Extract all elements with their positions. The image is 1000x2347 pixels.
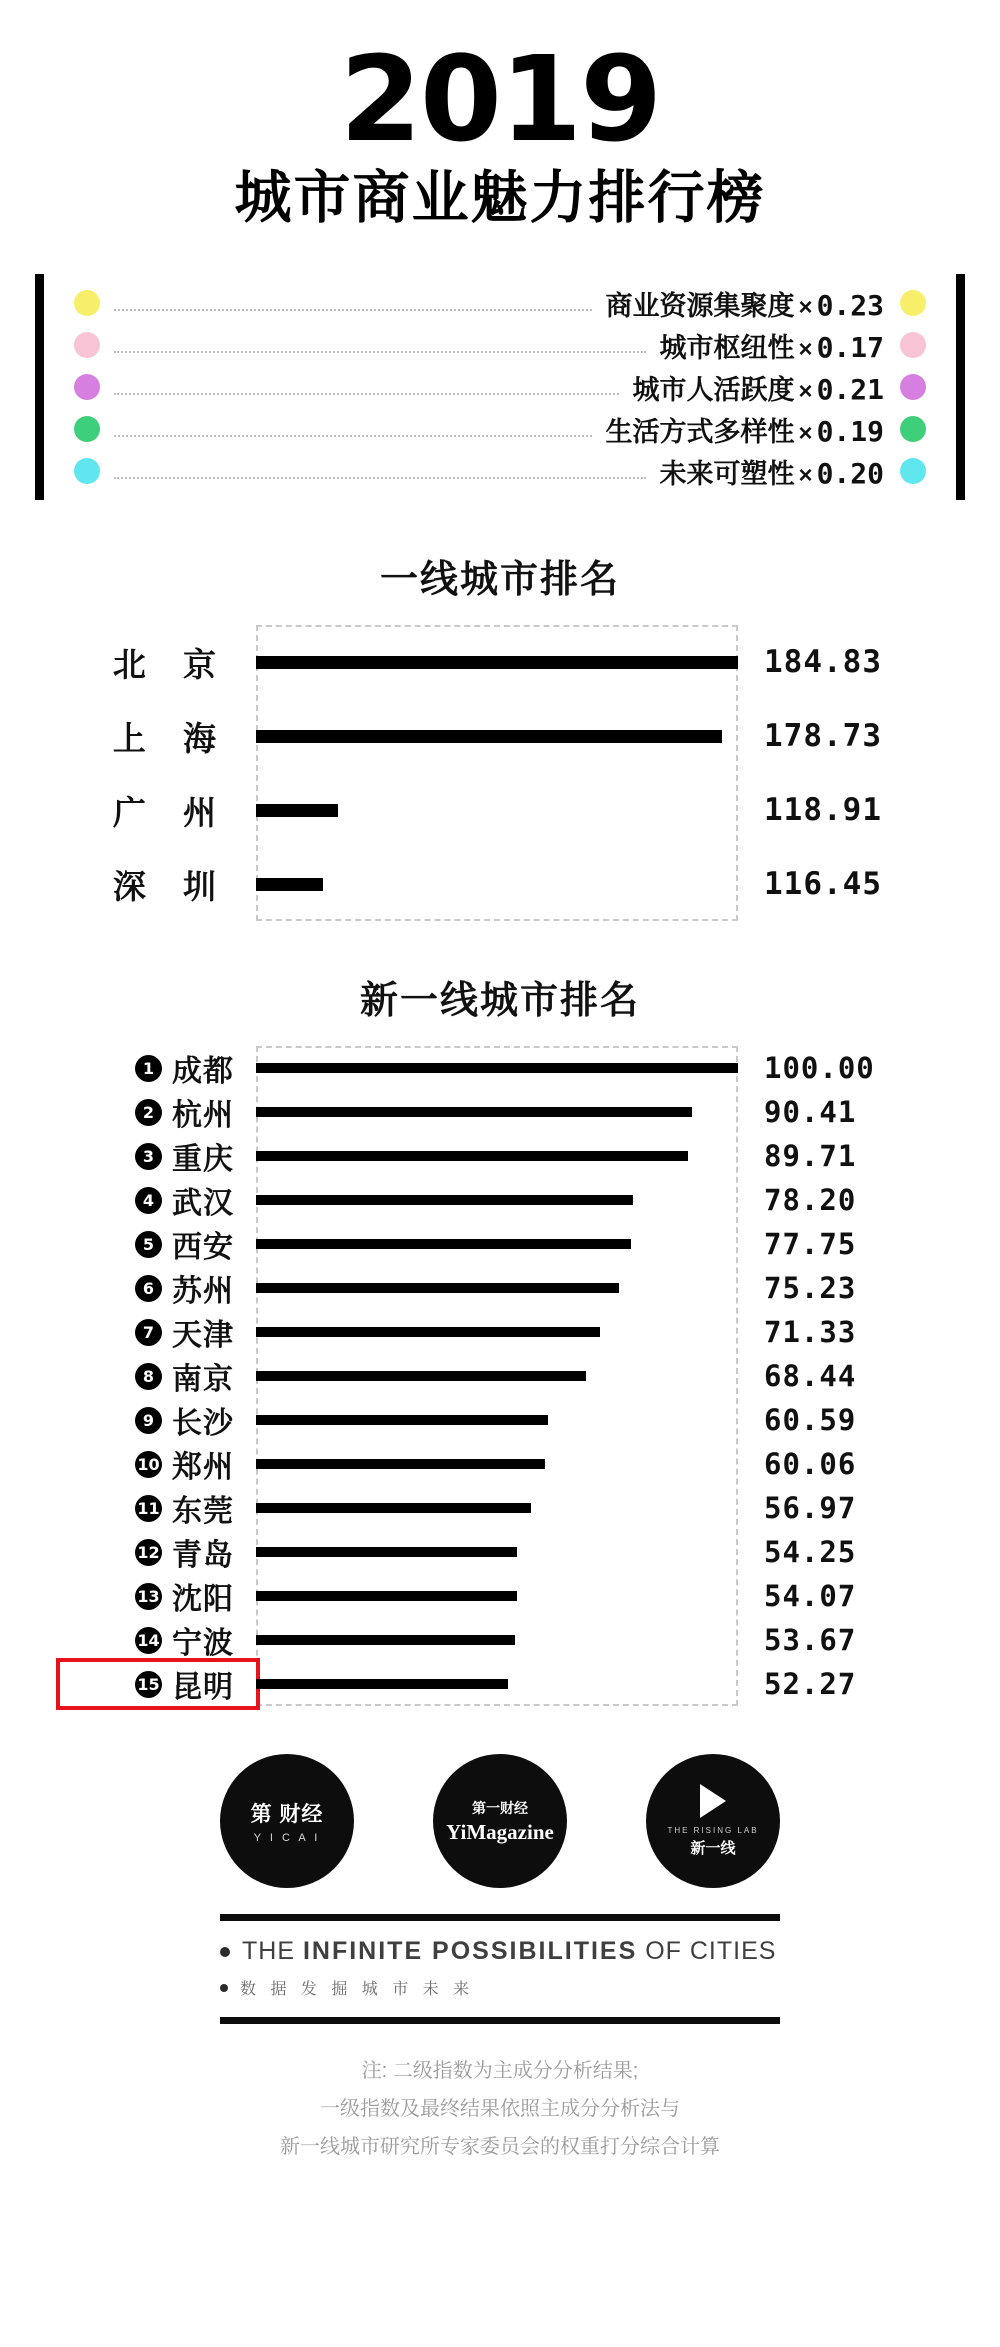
- tagline-chinese: 数 据 发 掘 城 市 未 来: [240, 1981, 475, 1999]
- bar-area: [256, 1046, 738, 1090]
- legend-label: 生活方式多样性: [605, 416, 795, 447]
- legend-leader-line: [114, 295, 592, 311]
- city-label: 深 圳: [112, 867, 230, 905]
- value-label: 116.45: [764, 866, 882, 903]
- city-name: 重庆: [172, 1143, 234, 1177]
- value-label: 184.83: [764, 644, 882, 681]
- table-row: [60, 1134, 940, 1178]
- bar-area: [256, 699, 738, 773]
- table-row: [60, 1222, 940, 1266]
- legend-multiply-sign: ×: [798, 461, 813, 489]
- bar: [256, 1239, 631, 1249]
- value-label: 52.27: [764, 1667, 857, 1702]
- logo-yicai-subtext: Y I C A I: [253, 1832, 321, 1845]
- city-name: 沈阳: [172, 1583, 234, 1617]
- bar-area: [256, 1618, 738, 1662]
- table-row: [60, 1618, 940, 1662]
- city-label-group: [60, 1310, 256, 1354]
- footnote-line-2: 一级指数及最终结果依照主成分分析法与: [320, 2098, 680, 2121]
- footer-logos: [220, 1754, 780, 1888]
- chart-tier1-rows: [60, 625, 940, 921]
- legend-weight: 0.21: [816, 372, 884, 406]
- bar: [256, 1151, 688, 1161]
- bar-area: [256, 847, 738, 921]
- value-label: 53.67: [764, 1623, 857, 1658]
- legend-left-rule: [35, 274, 44, 500]
- rank-badge: 2: [135, 1099, 162, 1126]
- table-row: [60, 847, 940, 921]
- footnotes: [120, 2052, 880, 2210]
- legend-dot-icon-right: [900, 458, 926, 484]
- city-label: 上 海: [112, 719, 230, 757]
- city-name: 苏州: [172, 1275, 234, 1309]
- legend-leader-line: [114, 463, 646, 479]
- bar: [256, 804, 338, 817]
- bar: [256, 1195, 633, 1205]
- legend-leader-line: [114, 379, 619, 395]
- bar: [256, 1327, 600, 1337]
- legend-right-rule: [956, 274, 965, 500]
- city-name: 宁波: [172, 1627, 234, 1661]
- footnote-line-1: 注: 二级指数为主成分分析结果;: [361, 2060, 639, 2083]
- bar: [256, 1107, 692, 1117]
- legend-dot-icon-right: [900, 416, 926, 442]
- city-label-group: [60, 1530, 256, 1574]
- legend-dot-icon: [74, 290, 100, 316]
- bar: [256, 1371, 586, 1381]
- logo-yimagazine: [433, 1754, 567, 1888]
- rank-badge: 13: [135, 1583, 162, 1610]
- city-label-group: [60, 1046, 256, 1090]
- legend-label-group: [606, 284, 884, 323]
- legend-weight: 0.19: [816, 414, 884, 448]
- rank-badge: 4: [135, 1187, 162, 1214]
- legend-dot-icon: [74, 416, 100, 442]
- city-label-group: [60, 1090, 256, 1134]
- bar: [256, 1591, 517, 1601]
- legend-item-0: [44, 282, 956, 324]
- bar: [256, 1503, 531, 1513]
- value-label: 68.44: [764, 1359, 857, 1394]
- legend-label-group: [660, 326, 884, 365]
- value-label: 71.33: [764, 1315, 857, 1350]
- legend-dot-icon-right: [900, 290, 926, 316]
- legend-dot-icon-right: [900, 374, 926, 400]
- table-row: [60, 625, 940, 699]
- page-title-year: 2019: [339, 30, 661, 168]
- play-triangle-icon: [700, 1784, 726, 1818]
- chart-tier2: [60, 1046, 940, 1706]
- legend-dot-icon: [74, 332, 100, 358]
- table-row: [60, 1046, 940, 1090]
- legend-label: 城市枢纽性: [659, 332, 795, 363]
- tagline-english-row: [220, 1937, 780, 1966]
- city-label-group: [60, 1618, 256, 1662]
- rank-badge: 15: [135, 1671, 162, 1698]
- value-label: 60.06: [764, 1447, 857, 1482]
- bar: [256, 1415, 548, 1425]
- legend-dot-icon: [74, 374, 100, 400]
- legend-dot-icon-right: [900, 332, 926, 358]
- chart-tier1: [60, 625, 940, 921]
- bar: [256, 1679, 508, 1689]
- logo-yimagazine-en: YiMagazine: [446, 1819, 554, 1844]
- rank-badge: 1: [135, 1055, 162, 1082]
- legend-label-group: [606, 410, 884, 449]
- bar-area: [256, 1222, 738, 1266]
- city-label-group: [60, 1266, 256, 1310]
- rank-badge: 12: [135, 1539, 162, 1566]
- logo-rising-lab: [646, 1754, 780, 1888]
- table-row: [60, 1266, 940, 1310]
- legend: [35, 274, 965, 500]
- section-title-tier1: 一线城市排名: [379, 559, 620, 602]
- value-label: 78.20: [764, 1183, 857, 1218]
- legend-label-group: [660, 452, 884, 491]
- rank-badge: 11: [135, 1495, 162, 1522]
- bar-area: [256, 1354, 738, 1398]
- value-label: 100.00: [764, 1051, 875, 1086]
- city-label-group: [60, 1662, 256, 1706]
- page-title-subtitle: 城市商业魅力排行榜: [234, 166, 766, 230]
- bullet-icon: [220, 1947, 230, 1957]
- value-label: 60.59: [764, 1403, 857, 1438]
- logo-rising-lab-en: THE RISING LAB: [667, 1826, 759, 1836]
- value-label: 75.23: [764, 1271, 857, 1306]
- logo-rising-lab-cn: 新一线: [690, 1840, 736, 1858]
- table-row: [60, 1398, 940, 1442]
- city-name: 昆明: [172, 1671, 234, 1705]
- bar: [256, 1635, 515, 1645]
- bullet-icon: [220, 1984, 228, 1992]
- tagline-en-main: INFINITE POSSIBILITIES: [302, 1937, 638, 1966]
- city-label: 广 州: [112, 793, 230, 831]
- table-row: [60, 1178, 940, 1222]
- bar-area: [256, 1662, 738, 1706]
- legend-rows: [44, 274, 956, 500]
- chart-tier2-rows: [60, 1046, 940, 1706]
- city-label-group: [60, 1134, 256, 1178]
- bar: [256, 1547, 517, 1557]
- bar-area: [256, 1398, 738, 1442]
- city-label-group: [60, 1486, 256, 1530]
- table-row: [60, 1442, 940, 1486]
- city-label: 北 京: [112, 645, 230, 683]
- table-row: [60, 1310, 940, 1354]
- rank-badge: 7: [135, 1319, 162, 1346]
- table-row: [60, 1354, 940, 1398]
- rank-badge: 9: [135, 1407, 162, 1434]
- value-label: 89.71: [764, 1139, 857, 1174]
- table-row: [60, 1574, 940, 1618]
- bar: [256, 656, 738, 669]
- city-label-group: [60, 1354, 256, 1398]
- bar: [256, 1459, 545, 1469]
- footnote-line-3: 新一线城市研究所专家委员会的权重打分综合计算: [280, 2136, 720, 2159]
- city-name: 西安: [172, 1231, 234, 1265]
- bar-area: [256, 773, 738, 847]
- section-title-tier2: 新一线城市排名: [359, 980, 640, 1023]
- legend-weight: 0.23: [816, 288, 884, 322]
- legend-leader-line: [114, 421, 592, 437]
- logo-yimagazine-cn: 第一财经: [472, 1799, 528, 1816]
- divider-top: [220, 1914, 780, 1921]
- table-row: [60, 773, 940, 847]
- tagline-en-suffix: OF CITIES: [637, 1937, 777, 1966]
- legend-multiply-sign: ×: [798, 419, 813, 447]
- value-label: 54.25: [764, 1535, 857, 1570]
- value-label: 56.97: [764, 1491, 857, 1526]
- city-label-group: [60, 1442, 256, 1486]
- value-label: 77.75: [764, 1227, 857, 1262]
- tagline-chinese-row: [220, 1976, 780, 1999]
- bar-area: [256, 1134, 738, 1178]
- legend-weight: 0.17: [816, 330, 884, 364]
- bar: [256, 1283, 619, 1293]
- rank-badge: 5: [135, 1231, 162, 1258]
- value-label: 178.73: [764, 718, 882, 755]
- legend-multiply-sign: ×: [798, 293, 813, 321]
- bar-area: [256, 1530, 738, 1574]
- divider-bottom: [220, 2017, 780, 2024]
- legend-label: 商业资源集聚度: [605, 290, 795, 321]
- bar-area: [256, 1310, 738, 1354]
- city-label-group: [60, 1222, 256, 1266]
- legend-label: 城市人活跃度: [632, 374, 795, 405]
- legend-label: 未来可塑性: [659, 458, 795, 489]
- city-name: 东莞: [172, 1495, 234, 1529]
- bar-area: [256, 1574, 738, 1618]
- city-label-group: [60, 1178, 256, 1222]
- city-name: 成都: [172, 1055, 234, 1089]
- city-name: 长沙: [172, 1407, 234, 1441]
- city-name: 南京: [172, 1363, 234, 1397]
- rank-badge: 6: [135, 1275, 162, 1302]
- city-label-group: [60, 1574, 256, 1618]
- logo-yicai: [220, 1754, 354, 1888]
- legend-leader-line: [114, 337, 646, 353]
- rank-badge: 10: [135, 1451, 162, 1478]
- bar-area: [256, 625, 738, 699]
- table-row: [60, 1090, 940, 1134]
- value-label: 118.91: [764, 792, 882, 829]
- table-row: [60, 1530, 940, 1574]
- bar: [256, 878, 323, 891]
- legend-multiply-sign: ×: [798, 335, 813, 363]
- legend-item-4: [44, 450, 956, 492]
- legend-item-3: [44, 408, 956, 450]
- city-name: 天津: [172, 1319, 234, 1353]
- legend-multiply-sign: ×: [798, 377, 813, 405]
- bar-area: [256, 1090, 738, 1134]
- rank-badge: 3: [135, 1143, 162, 1170]
- value-label: 54.07: [764, 1579, 857, 1614]
- tagline-en-prefix: THE: [242, 1937, 303, 1966]
- value-label: 90.41: [764, 1095, 857, 1130]
- bar-area: [256, 1266, 738, 1310]
- city-name: 郑州: [172, 1451, 234, 1485]
- legend-weight: 0.20: [816, 456, 884, 490]
- legend-item-2: [44, 366, 956, 408]
- logo-yicai-text: 第 财经: [250, 1803, 324, 1827]
- bar-area: [256, 1442, 738, 1486]
- city-label-group: [60, 1398, 256, 1442]
- table-row: [60, 699, 940, 773]
- bar-area: [256, 1178, 738, 1222]
- table-row-highlighted: [60, 1662, 940, 1706]
- bar: [256, 1063, 738, 1073]
- legend-label-group: [633, 368, 884, 407]
- bar-area: [256, 1486, 738, 1530]
- table-row: [60, 1486, 940, 1530]
- rank-badge: 8: [135, 1363, 162, 1390]
- city-name: 青岛: [172, 1539, 234, 1573]
- city-name: 杭州: [172, 1099, 234, 1133]
- tagline-english: [242, 1937, 776, 1966]
- city-name: 武汉: [172, 1187, 234, 1221]
- legend-dot-icon: [74, 458, 100, 484]
- legend-item-1: [44, 324, 956, 366]
- bar: [256, 730, 722, 743]
- rank-badge: 14: [135, 1627, 162, 1654]
